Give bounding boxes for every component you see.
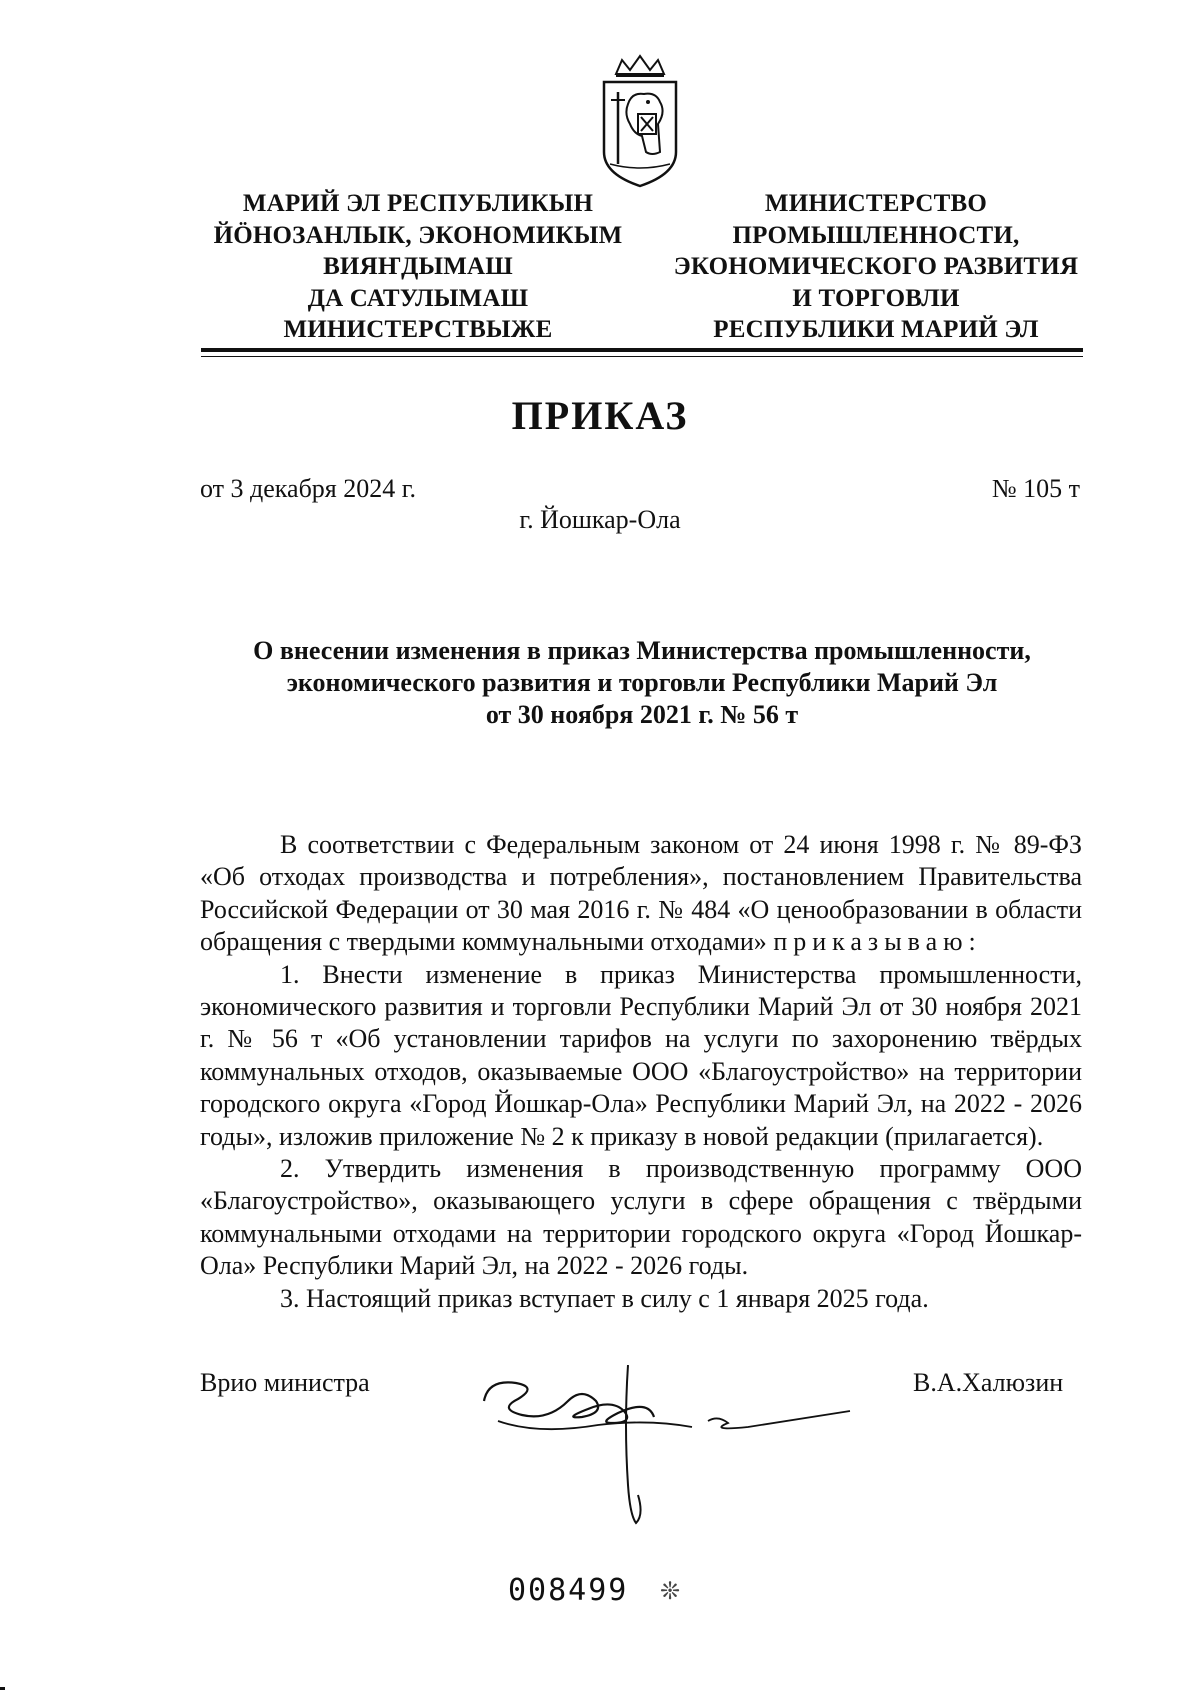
signatory-name: В.А.Халюзин: [913, 1368, 1064, 1397]
coat-of-arms-icon: [598, 52, 682, 192]
document-body: [200, 829, 1082, 1315]
document-title-line: О внесении изменения в приказ Министерства промышленности,: [253, 636, 1031, 665]
preamble-text: В соответствии с Федеральным законом от 24 июня 1998 г. № 89-ФЗ «Об отходах производства и потребления», постановлением Правительства Российской Федерации от 30 мая 2016 г. № 484 «О ценообразовании в области обращения с твердыми коммунальными отходами»: [200, 830, 1082, 957]
body-paragraph-item-3: 3. Настоящий приказ вступает в силу с 1 января 2025 года.: [280, 1283, 929, 1313]
header-divider-thin: [201, 356, 1083, 357]
header-right-line: ПРОМЫШЛЕННОСТИ,: [732, 221, 1020, 249]
handwritten-signature-icon: [478, 1365, 858, 1525]
document-city: г. Йошкар-Ола: [519, 505, 681, 534]
header-left-line: МИНИСТЕРСТВЫЖЕ: [283, 316, 553, 343]
margin-mark: [0, 1687, 5, 1690]
body-paragraph-item-1: 1. Внести изменение в приказ Министерства промышленности, экономического развития и торговли Республики Марий Эл от 30 ноября 2021 г. № 56 т «Об установлении тарифов на услуги по захоронению твёрдых коммунальных отходов, оказываемые ООО «Благоустройство» на территории городского округа «Город Йошкар-Ола» Республики Марий Эл, на 2022 - 2026 годы», изложив приложение № 2 к приказу в новой редакции (прилагается).: [200, 959, 1082, 1151]
signatory-position: Врио министра: [200, 1368, 370, 1397]
header-left-line: ДА САТУЛЫМАШ: [307, 284, 529, 312]
document-date: от 3 декабря 2024 г.: [200, 474, 416, 503]
header-right-line: ЭКОНОМИЧЕСКОГО РАЗВИТИЯ: [673, 253, 1079, 280]
header-right-line: РЕСПУБЛИКИ МАРИЙ ЭЛ: [713, 316, 1039, 343]
header-left-line: ВИЯҤДЫМАШ: [323, 253, 513, 280]
document-title-line: экономического развития и торговли Республики Марий Эл: [286, 668, 998, 697]
header-right-line: МИНИСТЕРСТВО: [764, 190, 988, 217]
header-right-line: И ТОРГОВЛИ: [792, 284, 960, 312]
body-paragraph-preamble: [200, 829, 1082, 959]
header-left-line: МАРИЙ ЭЛ РЕСПУБЛИКЫН: [242, 190, 594, 217]
document-type-heading: ПРИКАЗ: [511, 393, 689, 438]
document-number: № 105 т: [991, 474, 1080, 503]
header-left-marie: [200, 188, 636, 346]
header-right-russian: [660, 188, 1092, 346]
document-serial-number: 008499: [508, 1573, 629, 1608]
document-title-line: от 30 ноября 2021 г. № 56 т: [485, 700, 799, 729]
body-paragraph-item-2: 2. Утвердить изменения в производственную программу ООО «Благоустройство», оказывающего услуги в сфере обращения с твёрдыми коммунальными отходами на территории городского округа «Город Йошкар-Ола» Республики Марий Эл, на 2022 - 2026 годы.: [200, 1154, 1082, 1281]
header-left-line: ЙÖНОЗАНЛЫК, ЭКОНОМИКЫМ: [213, 221, 623, 249]
header-divider-thick: [201, 348, 1083, 352]
stamp-mark-icon: ❊: [660, 1579, 681, 1605]
order-word: приказываю:: [773, 927, 982, 957]
document-title: [180, 635, 1104, 731]
